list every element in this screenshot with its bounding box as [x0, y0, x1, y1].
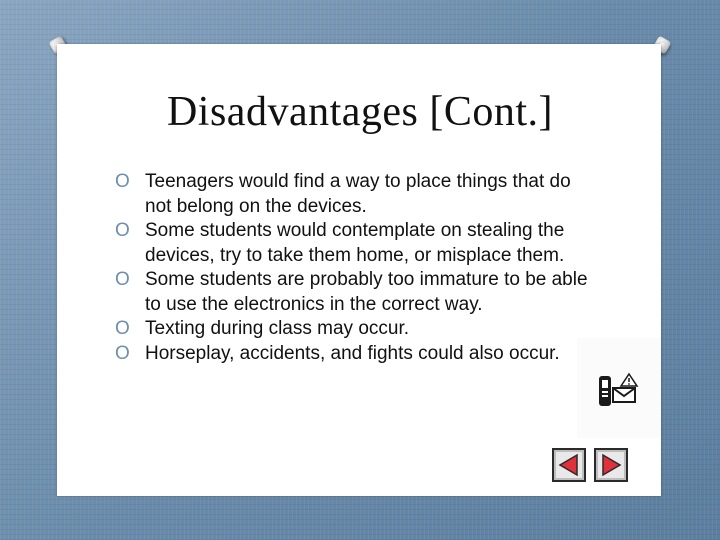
slide-title: Disadvantages [Cont.]	[166, 89, 554, 135]
bullet-text: Texting during class may occur.	[145, 318, 410, 339]
bullet-marker: O	[115, 318, 130, 339]
bullet-item	[115, 219, 595, 268]
bullet-marker: O	[115, 171, 130, 192]
bullet-text: Horseplay, accidents, and fights could also occur.	[145, 342, 560, 364]
bullet-list	[115, 170, 595, 366]
previous-slide-button[interactable]	[552, 448, 586, 482]
phone-mail-alert-icon	[597, 372, 645, 412]
bullet-marker: O	[115, 342, 130, 364]
bullet-text: Some students are probably too immature to be able to use the electronics in the correct way.	[145, 269, 588, 315]
bullet-text: Teenagers would find a way to place things that do not belong on the devices.	[145, 171, 571, 217]
bullet-text: Some students would contemplate on stealing the devices, try to take them home, or misplace them.	[145, 220, 565, 266]
bullet-item	[115, 342, 595, 367]
triangle-right-icon	[599, 453, 623, 477]
bullet-marker: O	[115, 220, 130, 241]
bullet-item	[115, 268, 595, 317]
triangle-left-icon	[557, 453, 581, 477]
bullet-marker: O	[115, 269, 130, 290]
bullet-item	[115, 317, 595, 342]
next-slide-button[interactable]	[594, 448, 628, 482]
bullet-item	[115, 170, 595, 219]
icon-panel	[577, 338, 661, 438]
